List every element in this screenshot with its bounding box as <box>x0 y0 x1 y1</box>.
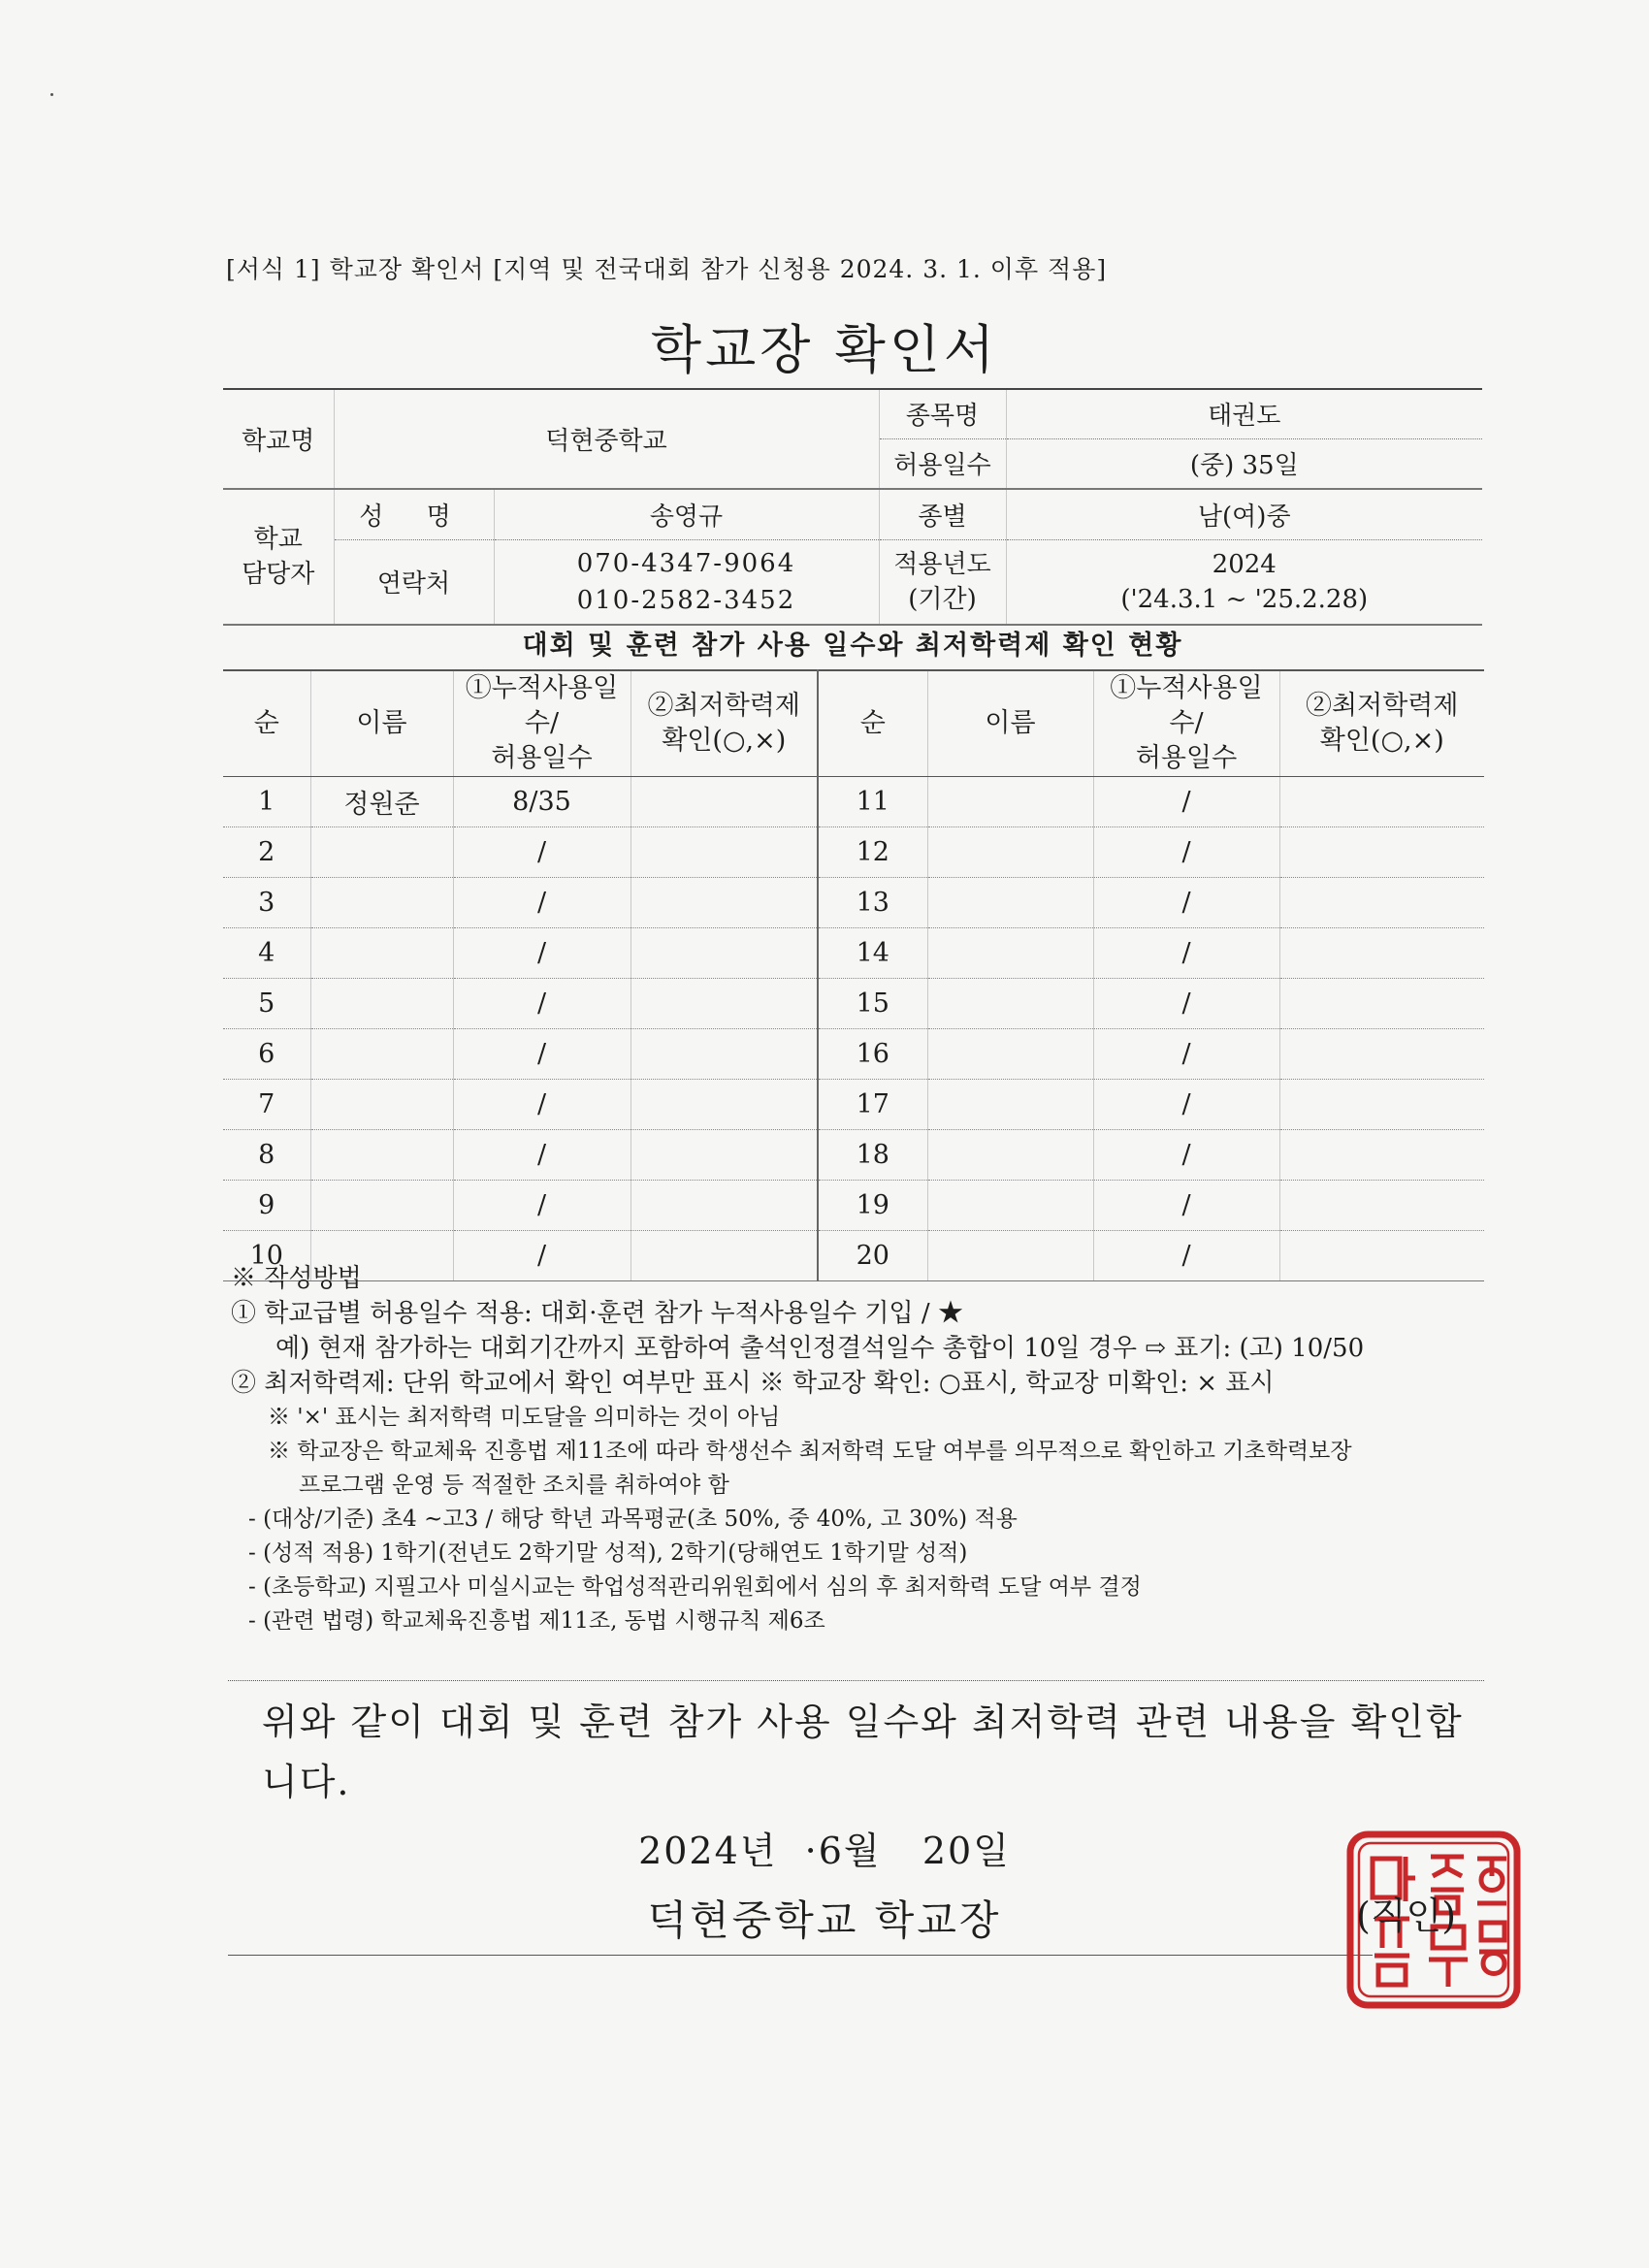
roster-name <box>927 1080 1093 1130</box>
info-table <box>223 388 1482 626</box>
roster-no: 8 <box>223 1130 310 1181</box>
roster-days: / <box>453 1181 630 1231</box>
roster-name <box>310 827 453 878</box>
roster-row <box>223 827 1484 878</box>
note-item-2: ② 최저학력제: 단위 학교에서 확인 여부만 표시 ※ 학교장 확인: ○표시, 학교장 미확인: × 표시 <box>231 1369 1275 1398</box>
confirmation-date: 2024년 ·6월 20일 <box>638 1830 1011 1872</box>
divider-top <box>228 1680 1484 1681</box>
roster-check <box>630 1080 818 1130</box>
roster-no: 12 <box>818 827 927 878</box>
roster-name <box>310 878 453 928</box>
contact-label: 연락처 <box>334 539 494 625</box>
roster-name <box>927 928 1093 979</box>
year-label-sub: (기간) <box>908 584 977 614</box>
confirmation-text: 위와 같이 대회 및 훈련 참가 사용 일수와 최저학력 관련 내용을 확인합니다. <box>262 1701 1464 1803</box>
roster-no: 7 <box>223 1080 310 1130</box>
roster-check <box>1279 1080 1484 1130</box>
roster-name <box>310 1181 453 1231</box>
roster-no: 15 <box>818 979 927 1029</box>
roster-check <box>1279 1130 1484 1181</box>
roster-days: / <box>453 1029 630 1080</box>
roster-row <box>223 1181 1484 1231</box>
roster-no: 19 <box>818 1181 927 1231</box>
note-asterisk-a: ※ '×' 표시는 최저학력 미도달을 의미하는 것이 아님 <box>268 1405 781 1430</box>
note-asterisk-b: ※ 학교장은 학교체육 진흥법 제11조에 따라 학생선수 최저학력 도달 여부를 의무적으로 확인하고 기초학력보장 <box>268 1439 1352 1464</box>
roster-days: / <box>453 878 630 928</box>
roster-name <box>310 979 453 1029</box>
roster-days: / <box>1093 777 1279 827</box>
note-ref-grades: - (성적 적용) 1학기(전년도 2학기말 성적), 2학기(당해연도 1학기말 성적) <box>248 1540 968 1566</box>
note-item-1: ① 학교급별 허용일수 적용: 대회·훈련 참가 누적사용일수 기입 / ★ <box>231 1299 963 1328</box>
roster-check <box>1279 979 1484 1029</box>
roster-row <box>223 878 1484 928</box>
note-ref-law: - (관련 법령) 학교체육진흥법 제11조, 동법 시행규칙 제6조 <box>248 1608 825 1634</box>
roster-row <box>223 928 1484 979</box>
roster-no: 9 <box>223 1181 310 1231</box>
school-name-label: 학교명 <box>223 389 334 489</box>
roster-days: / <box>453 1231 630 1281</box>
header-days-line2: 허용일수 <box>491 743 593 773</box>
roster-check <box>1279 1029 1484 1080</box>
header-name-right: 이름 <box>927 670 1093 777</box>
roster-no: 17 <box>818 1080 927 1130</box>
header-name-left: 이름 <box>310 670 453 777</box>
roster-no: 4 <box>223 928 310 979</box>
year-label-main: 적용년도 <box>893 549 991 579</box>
roster-days: / <box>1093 928 1279 979</box>
note-ref-target: - (대상/기준) 초4 ~고3 / 해당 학년 과목평균(초 50%, 중 40%, 고 30%) 적용 <box>248 1507 1018 1532</box>
roster-row <box>223 979 1484 1029</box>
binding-hole <box>50 93 53 96</box>
roster-name <box>310 1080 453 1130</box>
gender-label: 종별 <box>879 489 1006 539</box>
roster-no: 3 <box>223 878 310 928</box>
instructions <box>231 1261 1482 1638</box>
roster-row <box>223 1130 1484 1181</box>
staff-name-value: 송영규 <box>494 489 879 539</box>
roster-no: 6 <box>223 1029 310 1080</box>
roster-row <box>223 777 1484 827</box>
roster-no: 13 <box>818 878 927 928</box>
roster-name: 정원준 <box>310 777 453 827</box>
form-header: [서식 1] 학교장 확인서 [지역 및 전국대회 참가 신청용 2024. 3. 1. 이후 적용] <box>226 255 1108 283</box>
roster-name <box>927 827 1093 878</box>
staff-name-label: 성 명 <box>334 489 494 539</box>
contact-value <box>494 539 879 625</box>
header-check-line1: ②최저학력제 <box>1306 691 1459 721</box>
header-no-right: 순 <box>818 670 927 777</box>
header-days-line1: ①누적사용일수/ <box>465 673 619 738</box>
roster-name <box>927 1029 1093 1080</box>
roster-no: 20 <box>818 1231 927 1281</box>
roster-row <box>223 1080 1484 1130</box>
header-check-line2: 확인(○,×) <box>1319 726 1444 756</box>
roster-name <box>310 1130 453 1181</box>
roster-no: 18 <box>818 1130 927 1181</box>
event-value: 태권도 <box>1006 389 1482 438</box>
gender-value: 남(여)중 <box>1006 489 1482 539</box>
note-asterisk-b-cont: 프로그램 운영 등 적절한 조치를 취하여야 함 <box>299 1473 729 1498</box>
roster-check <box>630 928 818 979</box>
roster-no: 5 <box>223 979 310 1029</box>
roster-check <box>1279 1181 1484 1231</box>
roster-check <box>1279 878 1484 928</box>
roster-days: / <box>1093 1181 1279 1231</box>
roster-name <box>927 1130 1093 1181</box>
roster-name <box>927 878 1093 928</box>
roster-days: / <box>453 1130 630 1181</box>
roster-days: / <box>1093 878 1279 928</box>
roster-check <box>630 1029 818 1080</box>
roster-days: / <box>453 1080 630 1130</box>
header-days-line2: 허용일수 <box>1135 743 1238 773</box>
year-value-period: ('24.3.1 ~ '25.2.28) <box>1120 584 1369 614</box>
roster-row <box>223 1029 1484 1080</box>
roster-check <box>630 777 818 827</box>
allowed-days-label: 허용일수 <box>879 438 1006 489</box>
divider-bottom <box>228 1955 1373 1956</box>
header-check-left <box>630 670 818 777</box>
roster-name <box>310 1029 453 1080</box>
note-item-1-example: 예) 현재 참가하는 대회기간까지 포함하여 출석인정결석일수 총합이 10일 경우 ⇨ 표기: (고) 10/50 <box>275 1334 1365 1363</box>
school-name-value: 덕현중학교 <box>334 389 879 489</box>
roster-check <box>1279 777 1484 827</box>
notes-title: ※ 작성방법 <box>231 1264 362 1293</box>
year-value <box>1006 539 1482 625</box>
header-check-right <box>1279 670 1484 777</box>
event-label: 종목명 <box>879 389 1006 438</box>
roster-no: 16 <box>818 1029 927 1080</box>
roster-name <box>927 979 1093 1029</box>
roster-check <box>630 1130 818 1181</box>
roster-days: 8/35 <box>453 777 630 827</box>
roster-days: / <box>1093 1080 1279 1130</box>
roster-check <box>1279 928 1484 979</box>
note-ref-elementary: - (초등학교) 지필고사 미실시교는 학업성적관리위원회에서 심의 후 최저학력 도달 여부 결정 <box>248 1574 1142 1600</box>
roster-name <box>310 928 453 979</box>
roster-days: / <box>1093 1029 1279 1080</box>
roster-no: 10 <box>223 1231 310 1281</box>
year-label <box>879 539 1006 625</box>
roster-no: 1 <box>223 777 310 827</box>
roster-check <box>630 1181 818 1231</box>
roster-name <box>927 1181 1093 1231</box>
header-days-line1: ①누적사용일수/ <box>1110 673 1263 738</box>
staff-label: 학교 담당자 <box>223 489 334 625</box>
roster-name <box>927 777 1093 827</box>
roster-days: / <box>453 979 630 1029</box>
roster-days: / <box>1093 1130 1279 1181</box>
roster-check <box>1279 827 1484 878</box>
roster-check <box>630 878 818 928</box>
signer: 덕현중학교 학교장 <box>647 1896 1002 1944</box>
header-no-left: 순 <box>223 670 310 777</box>
page-title: 학교장 확인서 <box>650 319 999 380</box>
year-value-year: 2024 <box>1212 549 1277 579</box>
contact-phone-office: 070-4347-9064 <box>576 548 796 578</box>
header-days-left <box>453 670 630 777</box>
roster-days: / <box>453 827 630 878</box>
roster-no: 2 <box>223 827 310 878</box>
roster-table <box>223 669 1484 1281</box>
roster-days: / <box>453 928 630 979</box>
contact-phone-mobile: 010-2582-3452 <box>576 585 796 615</box>
roster-days: / <box>1093 1231 1279 1281</box>
roster-days: / <box>1093 827 1279 878</box>
roster-header-row <box>223 670 1484 777</box>
section-title: 대회 및 훈련 참가 사용 일수와 최저학력제 확인 현황 <box>522 631 1183 661</box>
header-days-right <box>1093 670 1279 777</box>
roster-no: 11 <box>818 777 927 827</box>
roster-check <box>630 979 818 1029</box>
roster-no: 14 <box>818 928 927 979</box>
roster-days: / <box>1093 979 1279 1029</box>
allowed-days-value: (중) 35일 <box>1006 438 1482 489</box>
roster-check <box>630 827 818 878</box>
header-check-line2: 확인(○,×) <box>662 726 787 756</box>
header-check-line1: ②최저학력제 <box>647 691 800 721</box>
seal-label: (직인) <box>1356 1895 1457 1937</box>
